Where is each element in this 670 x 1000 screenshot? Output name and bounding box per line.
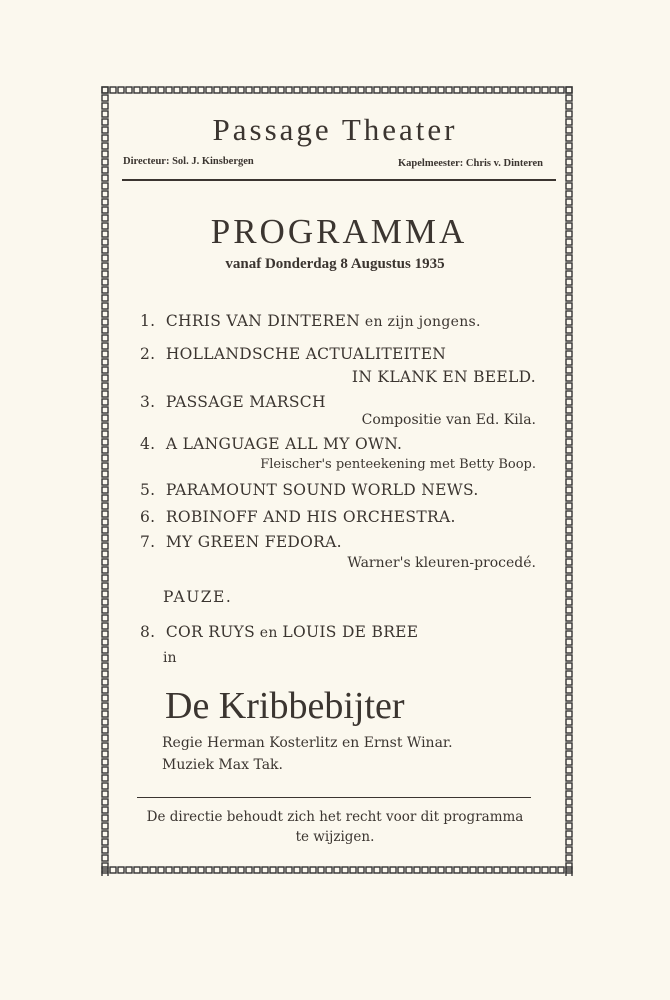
cast-1: COR RUYS [165,623,256,641]
item-number: 3. [140,393,156,411]
item-1 [140,312,481,330]
item-2 [140,345,446,363]
footer-rule [137,797,531,798]
item-title: CHRIS VAN DINTEREN [165,312,361,330]
item-number: 7. [140,533,156,551]
item-title: MY GREEN FEDORA. [165,533,342,551]
item-title: HOLLANDSCHE ACTUALITEITEN [165,345,447,363]
date-line: vanaf Donderdag 8 Augustus 1935 [225,256,445,272]
bandmaster: Kapelmeester: Chris v. Dinteren [398,158,544,169]
feature-in: in [163,650,177,666]
item-3-subtitle: Compositie van Ed. Kila. [361,412,536,428]
item-4 [140,435,402,453]
item-6 [140,508,456,526]
item-3 [140,393,326,411]
feature-direction: Regie Herman Kosterlitz en Ernst Winar. [162,735,453,751]
item-title: PASSAGE MARSCH [165,393,326,411]
border-left [101,86,109,876]
item-title: PARAMOUNT SOUND WORLD NEWS. [165,481,479,499]
feature-title: De Kribbebijter [165,685,405,727]
item-7 [140,533,342,551]
theater-name: Passage Theater [212,112,458,147]
conjunction: en [255,625,283,641]
item-8 [140,623,418,641]
item-7-subtitle: Warner's kleuren-procedé. [347,555,536,571]
border-top [101,86,573,94]
item-number: 1. [140,312,156,330]
item-title: ROBINOFF AND HIS ORCHESTRA. [165,508,456,526]
feature-music: Muziek Max Tak. [162,757,283,773]
pause: PAUZE. [163,588,233,606]
item-number: 5. [140,481,156,499]
item-number: 8. [140,623,156,641]
director: Directeur: Sol. J. Kinsbergen [123,156,254,167]
item-suffix: en zijn jongens. [360,314,481,330]
disclaimer-line-2: te wijzigen. [295,829,375,845]
programme-title: PROGRAMMA [210,212,468,251]
item-number: 6. [140,508,156,526]
item-4-subtitle: Fleischer's penteekening met Betty Boop. [260,457,536,472]
border-right [565,86,573,876]
item-2-subtitle: IN KLANK EN BEELD. [351,368,536,386]
item-title: A LANGUAGE ALL MY OWN. [165,435,403,453]
item-number: 4. [140,435,156,453]
border-bottom [101,866,573,874]
item-number: 2. [140,345,156,363]
cast-2: LOUIS DE BREE [282,623,419,641]
header-rule [122,179,556,181]
item-5 [140,481,479,499]
disclaimer-line-1: De directie behoudt zich het recht voor dit programma [146,809,524,825]
